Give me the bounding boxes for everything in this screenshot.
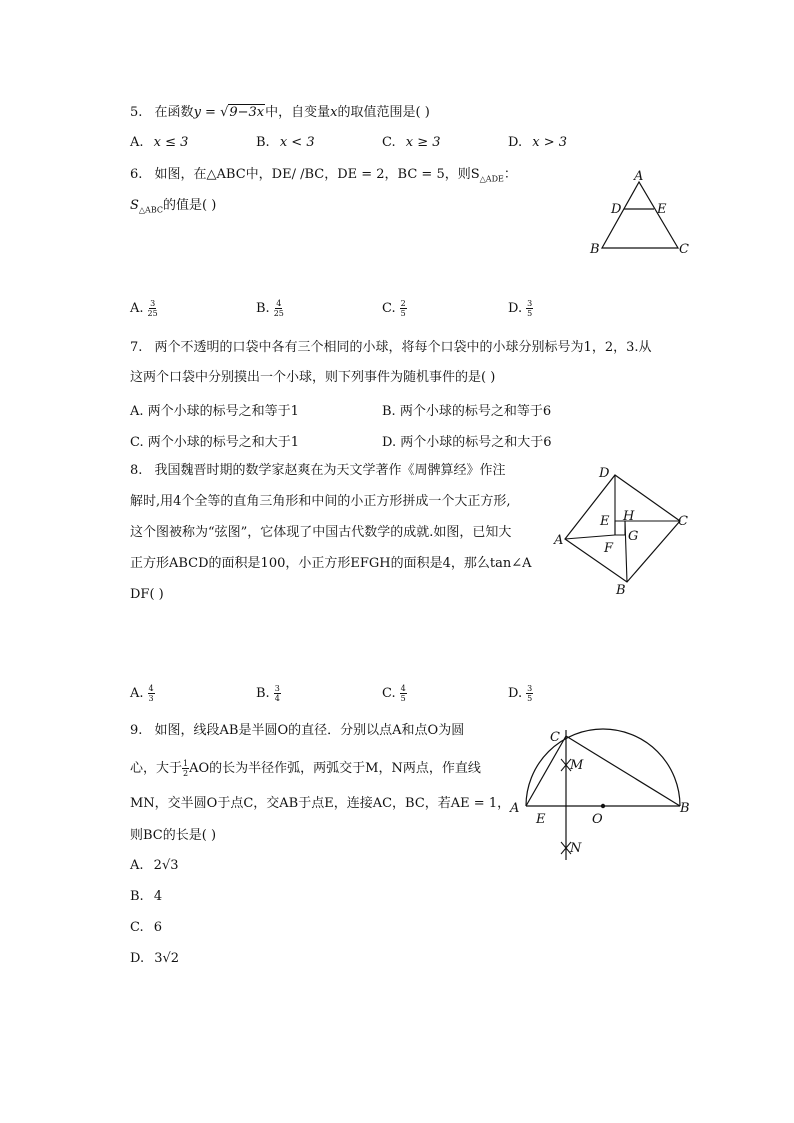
q9-option-d[interactable] <box>130 951 179 966</box>
option-label: C. <box>382 301 396 316</box>
q6-stem-line2 <box>130 197 216 220</box>
q8-stem-line3: 这个图被称为“弦图”，它体现了中国古代数学的成就.如图，已知大 <box>130 525 512 540</box>
option-label: A. <box>130 135 144 150</box>
label-g: G <box>628 529 639 544</box>
label-f: F <box>604 541 614 556</box>
option-text: x ≤ 3 <box>153 135 189 150</box>
q6-line2-rest: 的值是( ) <box>162 198 217 213</box>
q9-line2-pre: 心，大于 <box>130 761 183 776</box>
q8-stem-line1 <box>130 462 506 480</box>
label-d: D <box>599 466 610 481</box>
q9-line1: 如图，线段AB是半圆O的直径．分别以点A和点O为圆 <box>154 723 465 738</box>
option-fraction: $\frac{2}{5}$ <box>400 299 406 318</box>
q8-option-c[interactable] <box>382 684 407 703</box>
q9-stem-line4: 则BC的长是( ) <box>130 828 217 843</box>
label-n: N <box>570 841 582 856</box>
label-c: C <box>550 730 560 745</box>
q8-number: 8. <box>130 463 143 478</box>
q6-option-d[interactable] <box>508 299 533 318</box>
q7-stem-line1 <box>130 339 652 357</box>
label-b: B <box>590 242 600 257</box>
q7-line1: 两个不透明的口袋中各有三个相同的小球，将每个口袋中的小球分别标号为1，2，3.从 <box>154 340 652 355</box>
option-label: A. <box>130 858 144 873</box>
q8-option-d[interactable] <box>508 684 533 703</box>
q7-number: 7. <box>130 340 143 355</box>
q8-stem-line5: DF( ) <box>130 587 164 602</box>
q9-option-a[interactable] <box>130 858 179 873</box>
option-label: C. <box>130 920 144 935</box>
q5-option-d[interactable] <box>508 135 567 150</box>
option-fraction: $\frac{3}{25}$ <box>147 299 158 318</box>
q5-middle: 中，自变量 <box>265 105 331 120</box>
label-h: H <box>623 509 635 524</box>
label-e: E <box>536 812 546 827</box>
label-a: A <box>510 801 520 816</box>
q9-stem-line2 <box>130 759 481 778</box>
q5-option-c[interactable] <box>382 135 441 150</box>
sqrt-symbol-icon: √ <box>220 105 229 120</box>
q8-line1: 我国魏晋时期的数学家赵爽在为天文学著作《周髀算经》作注 <box>154 463 506 478</box>
q6-line1: 如图，在△ABC中，DE/ /BC，DE = 2，BC = 5，则S <box>154 167 480 182</box>
option-fraction: $\frac{3}{5}$ <box>527 684 533 703</box>
option-text: x < 3 <box>279 135 315 150</box>
q8-stem-line2: 解时,用4个全等的直角三角形和中间的小正方形拼成一个大正方形, <box>130 494 511 509</box>
q5-number: 5. <box>130 105 143 120</box>
option-text: 3√2 <box>154 951 180 966</box>
option-label: B. <box>256 135 270 150</box>
q7-option-d[interactable] <box>382 431 552 450</box>
option-label: B. <box>256 686 270 701</box>
q9-stem-line3: MN，交半圆O于点C，交AB于点E，连接AC，BC，若AE = 1， <box>130 796 511 811</box>
q9-option-b[interactable] <box>130 889 162 904</box>
option-label: A. <box>130 686 144 701</box>
q7-option-b[interactable] <box>382 400 551 419</box>
q5-suffix: 的取值范围是( ) <box>337 105 430 120</box>
q8-stem-line4: 正方形ABCD的面积是100，小正方形EFGH的面积是4，那么tan∠A <box>130 556 532 571</box>
option-label: A. <box>130 404 144 419</box>
q9-half-fraction: $\frac{1}{2}$ <box>183 759 189 778</box>
label-m: M <box>570 758 584 773</box>
q9-stem-line1 <box>130 722 464 740</box>
label-a: A <box>554 533 564 548</box>
option-label: C. <box>130 435 144 450</box>
q5-option-a[interactable] <box>130 135 188 150</box>
option-label: B. <box>130 889 144 904</box>
option-text: 两个小球的标号之和等于1 <box>147 404 299 419</box>
option-label: D. <box>508 301 523 316</box>
option-fraction: $\frac{4}{3}$ <box>148 684 154 703</box>
option-label: B. <box>256 301 270 316</box>
label-b: B <box>616 583 626 598</box>
label-e: E <box>657 202 667 217</box>
label-c: C <box>679 242 689 257</box>
option-text: 4 <box>153 889 163 904</box>
q5-formula-lhs: y = <box>193 105 221 120</box>
q6-sub1: △ADE <box>479 174 504 184</box>
option-text: 两个小球的标号之和大于1 <box>147 435 300 450</box>
q6-triangle-figure <box>586 168 696 260</box>
q6-option-c[interactable] <box>382 299 407 318</box>
q6-option-b[interactable] <box>256 299 284 318</box>
option-text: 6 <box>153 920 163 935</box>
label-c: C <box>678 514 688 529</box>
q6-option-a[interactable] <box>130 299 158 318</box>
option-label: D. <box>130 951 145 966</box>
option-label: C. <box>382 686 396 701</box>
q8-option-a[interactable] <box>130 684 155 703</box>
label-e: E <box>600 514 610 529</box>
q6-colon: ： <box>503 167 517 182</box>
option-text: x > 3 <box>532 135 567 150</box>
option-label: D. <box>508 135 523 150</box>
q5-var: x <box>330 105 338 120</box>
label-a: A <box>634 169 644 184</box>
q9-option-c[interactable] <box>130 920 162 935</box>
option-label: C. <box>382 135 396 150</box>
option-text: 两个小球的标号之和等于6 <box>399 404 552 419</box>
label-d: D <box>611 202 622 217</box>
q9-semicircle-figure <box>508 724 694 864</box>
option-label: D. <box>382 435 397 450</box>
q6-s: S <box>130 198 139 213</box>
option-fraction: $\frac{3}{5}$ <box>527 299 533 318</box>
q6-sub2: △ABC <box>138 205 163 215</box>
q8-option-b[interactable] <box>256 684 281 703</box>
center-o-dot <box>601 804 605 808</box>
segment-ac <box>526 736 566 806</box>
q9-line2-post: AO的长为半径作弧，两弧交于M，N两点，作直线 <box>189 761 481 776</box>
option-fraction: $\frac{4}{25}$ <box>273 299 284 318</box>
label-b: B <box>680 801 690 816</box>
q5-prefix: 在函数 <box>154 105 194 120</box>
option-label: A. <box>130 301 144 316</box>
option-label: D. <box>508 686 523 701</box>
q6-number: 6. <box>130 167 143 182</box>
q8-zhao-shuang-figure <box>552 462 694 598</box>
q5-stem <box>130 104 430 122</box>
option-text: 两个小球的标号之和大于6 <box>400 435 552 450</box>
q7-stem-line2: 这两个口袋中分别摸出一个小球，则下列事件为随机事件的是( ) <box>130 370 496 385</box>
label-o: O <box>592 812 603 827</box>
option-text: x ≥ 3 <box>405 135 441 150</box>
q9-number: 9. <box>130 723 143 738</box>
segment-af <box>565 535 615 539</box>
q7-option-a[interactable] <box>130 400 299 419</box>
option-label: B. <box>382 404 396 419</box>
q7-option-c[interactable] <box>130 431 299 450</box>
option-fraction: $\frac{3}{4}$ <box>274 684 280 703</box>
square-abcd <box>565 475 680 582</box>
q5-radicand: 9−3x <box>229 105 265 120</box>
option-fraction: $\frac{4}{5}$ <box>400 684 406 703</box>
q6-stem-line1 <box>130 166 517 189</box>
option-text: 2√3 <box>153 858 179 873</box>
q5-option-b[interactable] <box>256 135 315 150</box>
